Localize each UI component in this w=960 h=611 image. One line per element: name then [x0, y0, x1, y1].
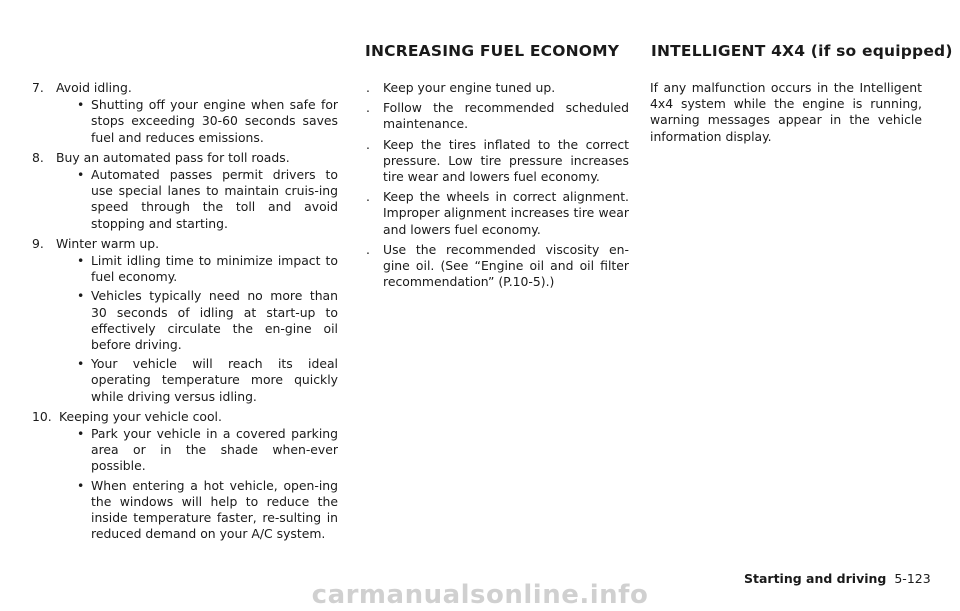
item-number: 10. — [32, 408, 52, 424]
item-number: 7. — [32, 80, 44, 95]
item-number: 9. — [32, 235, 44, 251]
column-fuel-economy-tips — [366, 80, 629, 294]
item-text: Winter warm up. — [56, 235, 160, 251]
bullet-item — [366, 80, 629, 96]
bullet-item — [366, 100, 629, 132]
item-text: Avoid idling. — [56, 80, 132, 95]
item-text: Keeping your vehicle cool. — [59, 408, 222, 424]
sub-bullet: • Shutting off your engine when safe for stops exceeding 30-60 seconds saves fuel and reduces emissions. — [91, 97, 338, 146]
list-item-10 — [32, 409, 338, 543]
intelligent-4x4-paragraph: If any malfunction occurs in the Intelligent 4x4 system while the engine is running, warning messages appear in the vehicle information display. — [650, 80, 922, 144]
heading-increasing-fuel-economy: INCREASING FUEL ECONOMY — [365, 42, 620, 60]
sub-bullet: • Your vehicle will reach its ideal operating temperature more quickly while driving versus idling. — [91, 356, 338, 405]
bullet-text: Use the recommended viscosity en-gine oil. (See “Engine oil and oil filter recommendation” (P.10-5).) — [383, 241, 629, 290]
page-number: 5-123 — [894, 571, 931, 586]
bullet-mark: . — [366, 189, 370, 205]
bullet-mark: . — [366, 241, 370, 257]
sub-bullet: • Vehicles typically need no more than 30 seconds of idling at start-up to effectively circulate the en-gine oil before driving. — [91, 288, 338, 353]
bullet-text: Keep the wheels in correct alignment. Improper alignment increases tire wear and lowers fuel economy. — [383, 189, 629, 237]
watermark: carmanualsonline.info — [311, 580, 649, 610]
bullet-item — [366, 137, 629, 186]
bullet-text: Keep the tires inflated to the correct pressure. Low tire pressure increases tire wear and lowers fuel economy. — [383, 136, 629, 185]
sub-bullet: • Park your vehicle in a covered parking area or in the shade when-ever possible. — [91, 426, 338, 475]
bullet-mark: . — [366, 100, 370, 116]
bullet-text: Keep your engine tuned up. — [383, 80, 556, 95]
sub-bullet: • Limit idling time to minimize impact to fuel economy. — [91, 253, 338, 285]
footer-section-title: Starting and driving — [744, 571, 887, 586]
heading-intelligent-4x4: INTELLIGENT 4X4 (if so equipped) — [651, 42, 953, 60]
bullet-text: Follow the recommended scheduled maintenance. — [383, 100, 629, 132]
column-idling-tips — [32, 80, 338, 546]
bullet-mark: . — [366, 80, 370, 95]
sub-bullet: • When entering a hot vehicle, open-ing the windows will help to reduce the inside temperature faster, re-sulting in reduced demand on your A/C system. — [91, 478, 338, 543]
item-text: Buy an automated pass for toll roads. — [56, 149, 290, 165]
bullet-item — [366, 242, 629, 291]
list-item-8 — [32, 150, 338, 232]
list-item-7 — [32, 80, 338, 146]
sub-bullet: • Automated passes permit drivers to use special lanes to maintain cruis-ing speed through the toll and avoid stopping and starting. — [91, 167, 338, 232]
column-intelligent-4x4 — [650, 80, 922, 145]
bullet-mark: . — [366, 136, 370, 152]
bullet-item — [366, 189, 629, 238]
list-item-9 — [32, 236, 338, 405]
item-number: 8. — [32, 149, 44, 165]
